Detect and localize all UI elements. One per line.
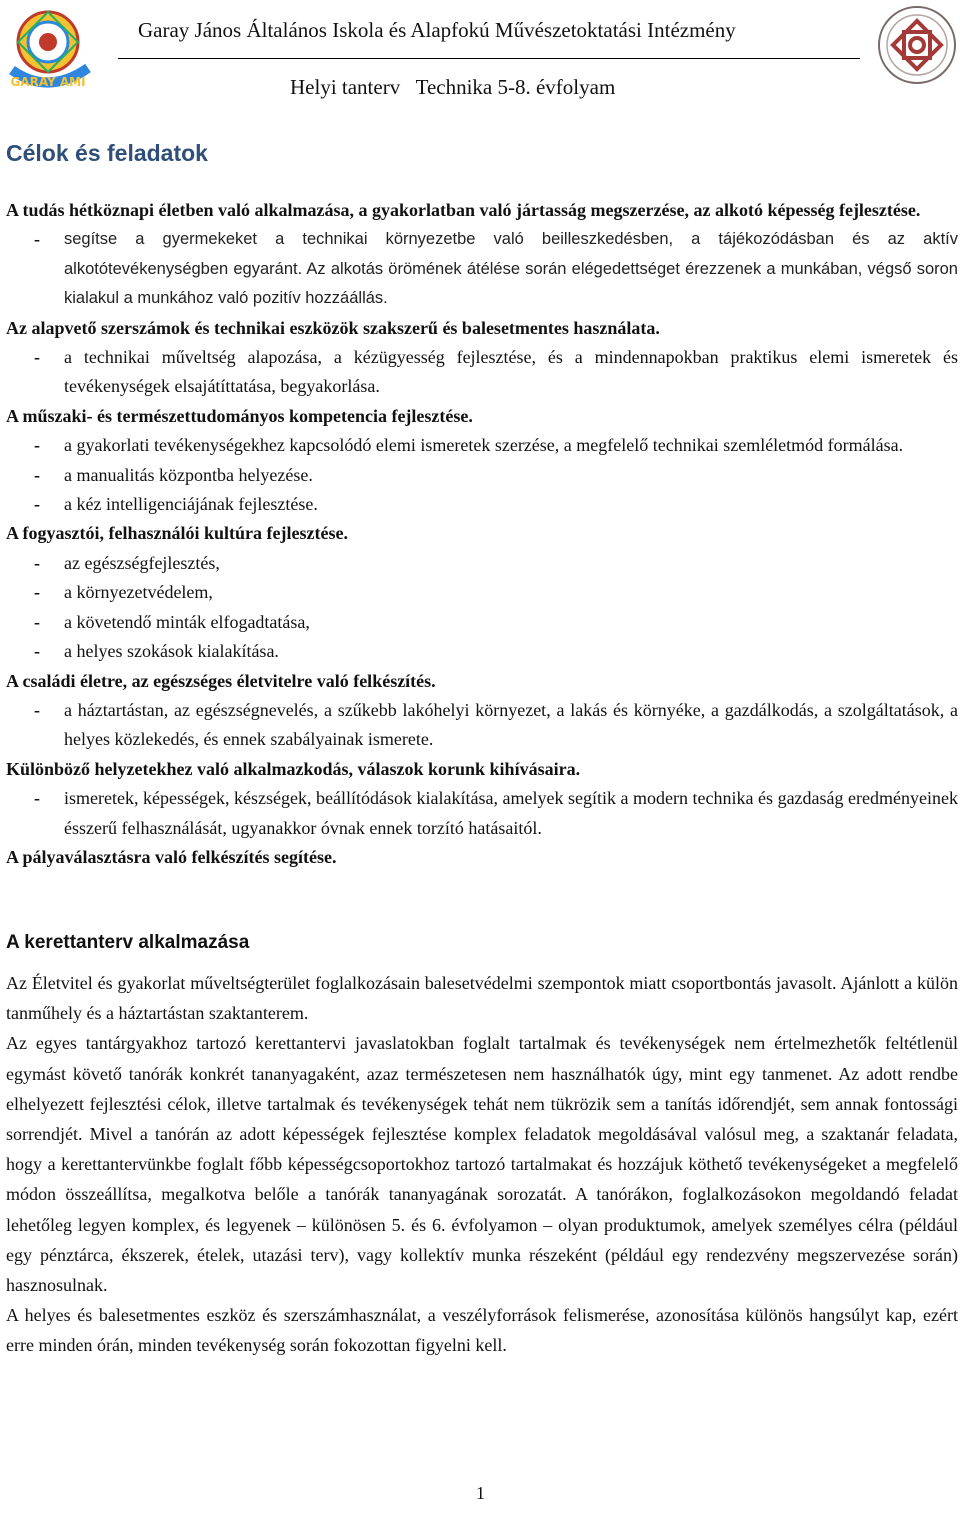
goal-group — [6, 196, 958, 314]
header-divider — [118, 58, 860, 59]
goal-group-title: A fogyasztói, felhasználói kultúra fejlesztése. — [6, 523, 348, 544]
goal-group-title: A műszaki- és természettudományos kompetencia fejlesztése. — [6, 405, 473, 426]
goal-group-title: Különböző helyzetekhez való alkalmazkodás, válaszok korunk kihívásaira. — [6, 758, 581, 779]
goal-item-text: a manualitás központba helyezése. — [64, 464, 313, 485]
paragraph: Az Életvitel és gyakorlat műveltségterület foglalkozásain balesetvédelmi szempontok miatt csoportbontás javasolt. Ajánlott a külön tanműhely és a háztartástan szaktanterem. — [6, 973, 958, 1024]
goal-group — [6, 314, 958, 402]
bullet-dash: - — [34, 229, 40, 250]
bullet-dash: - — [34, 464, 40, 485]
goal-item — [6, 578, 958, 607]
goal-item — [6, 637, 958, 666]
bullet-dash: - — [34, 611, 40, 632]
goal-item — [6, 608, 958, 637]
goal-item-text: ismeretek, képességek, készségek, beállítódások kialakítása, amelyek segítik a modern technika és gazdaság eredményeinek ésszerű felhasználását, ugyanakkor óvnak ennek torzító hatásaitól. — [64, 788, 958, 838]
document-title: Helyi tanterv Technika 5-8. évfolyam — [290, 75, 616, 99]
goal-group-title: A családi életre, az egészséges életvitelre való felkészítés. — [6, 670, 436, 691]
goal-item — [6, 461, 958, 490]
goal-item — [6, 549, 958, 578]
svg-text:GARAY AMI: GARAY AMI — [10, 75, 86, 89]
bullet-dash: - — [34, 699, 40, 720]
framework-body — [6, 968, 958, 1361]
goals-list — [6, 196, 958, 872]
goal-group-title: A tudás hétköznapi életben való alkalmazása, a gyakorlatban való jártasság megszerzése, az alkotó képesség fejlesztése. — [6, 200, 921, 220]
paragraph: Az egyes tantárgyakhoz tartozó kerettantervi javaslatokban foglalt tartalmak és tevékenységek nem értelmezhetők feltétlenül egymást követő tanórák konkrét tananyagaként, azaz természetesen nem használhatók úgy, mint egy tanmenet. Az adott rendbe elhelyezett fejlesztési célok, illetve tartalmak és tevékenységek tehát nem tükrözik sem a tanítás időrendjét, sem annak fontossági sorrendjét. Mivel a tanórán az adott képességek fejlesztése komplex feladatok megoldásával valósul meg, a szaktanár feladata, hogy a kerettantervünkbe foglalt főbb képességcsoportokhoz tartozó tartalmakat és hozzájuk köthető tevékenységeket a megfelelő módon összeállítsa, megalkotva belőle a tanórák tananyagának sorozatát. A tanórákon, foglalkozásokon megoldandó feladat lehetőleg legyen komplex, és legyenek – különösen 5. és 6. évfolyamon – olyan produktumok, amelyek személyes célra (például egy pénztárca, ékszerek, ételek, utazási terv), vagy kollektív munka részeként (például egy rendezvény megszervezése során) hasznosulnak. — [6, 1033, 958, 1296]
bullet-dash: - — [34, 641, 40, 662]
goal-item — [6, 343, 958, 402]
goal-item-text: segítse a gyermekeket a technikai környezetbe való beilleszkedésben, a tájékozódásban és az aktív alkotótevékenységben egyaránt. Az alkotás örömének átélése során elégedettséget érezzenek a munkában, végső soron kialakul a munkához való pozitív hozzáállás. — [64, 230, 958, 308]
bullet-dash: - — [34, 788, 40, 809]
goal-group — [6, 667, 958, 755]
emblem-logo — [876, 4, 958, 86]
bullet-dash: - — [34, 494, 40, 515]
school-logo — [4, 4, 96, 96]
goal-group-title: Az alapvető szerszámok és technikai eszközök szakszerű és balesetmentes használata. — [6, 317, 660, 338]
goal-group — [6, 843, 958, 872]
goal-group — [6, 519, 958, 666]
section-title-goals: Célok és feladatok — [6, 140, 208, 166]
goal-group — [6, 755, 958, 843]
bullet-dash: - — [34, 552, 40, 573]
goal-group — [6, 402, 958, 520]
school-name: Garay János Általános Iskola és Alapfokú Művészetoktatási Intézmény — [138, 18, 736, 42]
goal-item — [6, 225, 958, 313]
goal-item — [6, 490, 958, 519]
goal-item-text: a gyakorlati tevékenységekhez kapcsolódó elemi ismeretek szerzése, a megfelelő technikai szemléletmód formálása. — [64, 435, 904, 456]
goal-item-text: a követendő minták elfogadtatása, — [64, 611, 310, 632]
goal-item — [6, 784, 958, 843]
goal-item — [6, 696, 958, 755]
goal-item-text: a kéz intelligenciájának fejlesztése. — [64, 494, 318, 515]
goal-item-text: a háztartástan, az egészségnevelés, a szűkebb lakóhelyi környezet, a lakás és környéke, a gazdálkodás, a szolgáltatások, a helyes közlekedés, és ennek szabályainak ismerete. — [64, 699, 958, 750]
goal-item-text: a technikai műveltség alapozása, a kézügyesség fejlesztése, és a mindennapokban praktikus elemi ismeretek és tevékenységek elsajátíttatása, begyakorlása. — [64, 347, 958, 397]
section-title-framework: A kerettanterv alkalmazása — [6, 932, 250, 953]
page-number: 1 — [476, 1483, 485, 1503]
goal-item-text: a helyes szokások kialakítása. — [64, 641, 279, 662]
goal-item-text: a környezetvédelem, — [64, 582, 213, 603]
bullet-dash: - — [34, 347, 40, 368]
goal-item — [6, 431, 958, 460]
bullet-dash: - — [34, 435, 40, 456]
goal-group-title: A pályaválasztásra való felkészítés segítése. — [6, 846, 337, 867]
goal-item-text: az egészségfejlesztés, — [64, 552, 220, 573]
bullet-dash: - — [34, 582, 40, 603]
paragraph: A helyes és balesetmentes eszköz és szerszámhasználat, a veszélyforrások felismerése, azonosítása különös hangsúlyt kap, ezért erre minden órán, minden tevékenység során fokozottan figyelni kell. — [6, 1305, 958, 1356]
